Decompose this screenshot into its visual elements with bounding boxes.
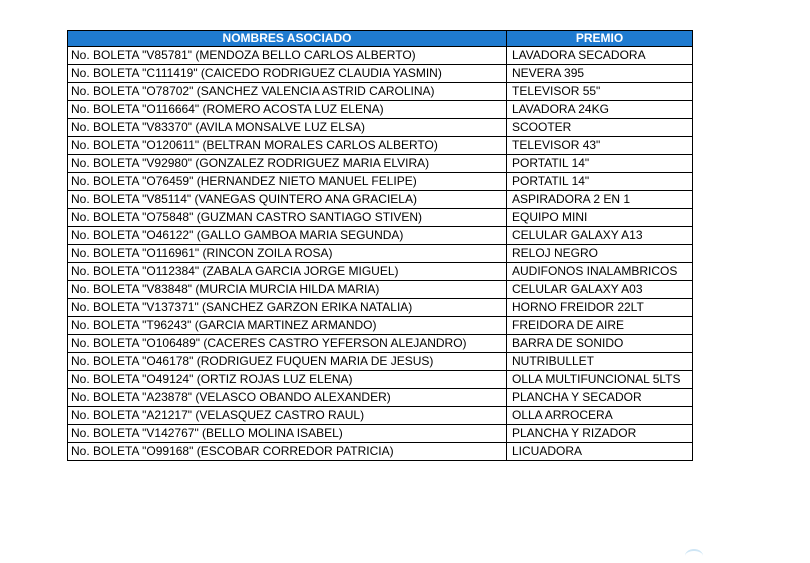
prize-cell: NUTRIBULLET — [507, 353, 693, 371]
table-row — [68, 371, 693, 389]
associate-name-cell: No. BOLETA "V85114" (VANEGAS QUINTERO ANA GRACIELA) — [68, 191, 507, 209]
table-row — [68, 191, 693, 209]
table-row — [68, 443, 693, 461]
table-row — [68, 389, 693, 407]
prize-cell: ASPIRADORA 2 EN 1 — [507, 191, 693, 209]
associate-name-cell: No. BOLETA "O106489" (CACERES CASTRO YEFERSON ALEJANDRO) — [68, 335, 507, 353]
prize-cell: FREIDORA DE AIRE — [507, 317, 693, 335]
associate-name-cell: No. BOLETA "V142767" (BELLO MOLINA ISABEL) — [68, 425, 507, 443]
table-row — [68, 245, 693, 263]
associate-name-cell: No. BOLETA "O116664" (ROMERO ACOSTA LUZ ELENA) — [68, 101, 507, 119]
prize-cell: NEVERA 395 — [507, 65, 693, 83]
prize-cell: LAVADORA SECADORA — [507, 47, 693, 65]
prize-cell: PLANCHA Y RIZADOR — [507, 425, 693, 443]
prize-cell: LICUADORA — [507, 443, 693, 461]
prize-cell: CELULAR GALAXY A13 — [507, 227, 693, 245]
prize-cell: BARRA DE SONIDO — [507, 335, 693, 353]
prize-cell: AUDIFONOS INALAMBRICOS — [507, 263, 693, 281]
associate-name-cell: No. BOLETA "V83848" (MURCIA MURCIA HILDA MARIA) — [68, 281, 507, 299]
associate-name-cell: No. BOLETA "O76459" (HERNANDEZ NIETO MANUEL FELIPE) — [68, 173, 507, 191]
prize-cell: EQUIPO MINI — [507, 209, 693, 227]
prize-cell: TELEVISOR 43" — [507, 137, 693, 155]
table-row — [68, 173, 693, 191]
table-row — [68, 155, 693, 173]
table-row — [68, 353, 693, 371]
associate-name-cell: No. BOLETA "A21217" (VELASQUEZ CASTRO RAUL) — [68, 407, 507, 425]
prize-cell: OLLA ARROCERA — [507, 407, 693, 425]
table-row — [68, 281, 693, 299]
table-row — [68, 137, 693, 155]
associate-name-cell: No. BOLETA "V92980" (GONZALEZ RODRIGUEZ MARIA ELVIRA) — [68, 155, 507, 173]
header-premio: PREMIO — [507, 31, 693, 47]
prize-cell: SCOOTER — [507, 119, 693, 137]
prize-cell: PORTATIL 14" — [507, 155, 693, 173]
associate-name-cell: No. BOLETA "V83370" (AVILA MONSALVE LUZ ELSA) — [68, 119, 507, 137]
associate-name-cell: No. BOLETA "O99168" (ESCOBAR CORREDOR PATRICIA) — [68, 443, 507, 461]
associate-name-cell: No. BOLETA "O46178" (RODRIGUEZ FUQUEN MARIA DE JESUS) — [68, 353, 507, 371]
header-nombres-asociado: NOMBRES ASOCIADO — [68, 31, 507, 47]
associate-name-cell: No. BOLETA "O112384" (ZABALA GARCIA JORGE MIGUEL) — [68, 263, 507, 281]
prize-cell: RELOJ NEGRO — [507, 245, 693, 263]
prize-cell: CELULAR GALAXY A03 — [507, 281, 693, 299]
table-row — [68, 65, 693, 83]
associate-name-cell: No. BOLETA "V85781" (MENDOZA BELLO CARLOS ALBERTO) — [68, 47, 507, 65]
table-body — [68, 47, 693, 461]
table-row — [68, 209, 693, 227]
corner-decoration — [685, 549, 703, 563]
associate-name-cell: No. BOLETA "O116961" (RINCON ZOILA ROSA) — [68, 245, 507, 263]
associate-name-cell: No. BOLETA "O120611" (BELTRAN MORALES CARLOS ALBERTO) — [68, 137, 507, 155]
associate-name-cell: No. BOLETA "O46122" (GALLO GAMBOA MARIA SEGUNDA) — [68, 227, 507, 245]
table-row — [68, 83, 693, 101]
associate-name-cell: No. BOLETA "O75848" (GUZMAN CASTRO SANTIAGO STIVEN) — [68, 209, 507, 227]
associate-name-cell: No. BOLETA "O78702" (SANCHEZ VALENCIA ASTRID CAROLINA) — [68, 83, 507, 101]
table-header-row — [68, 31, 693, 47]
associate-name-cell: No. BOLETA "O49124" (ORTIZ ROJAS LUZ ELENA) — [68, 371, 507, 389]
table-row — [68, 299, 693, 317]
prize-cell: LAVADORA 24KG — [507, 101, 693, 119]
prize-cell: PORTATIL 14" — [507, 173, 693, 191]
prize-cell: PLANCHA Y SECADOR — [507, 389, 693, 407]
prize-cell: HORNO FREIDOR 22LT — [507, 299, 693, 317]
table-row — [68, 101, 693, 119]
table-row — [68, 227, 693, 245]
table-row — [68, 407, 693, 425]
winners-table — [67, 30, 693, 461]
table-row — [68, 317, 693, 335]
table-row — [68, 263, 693, 281]
table-row — [68, 425, 693, 443]
table-row — [68, 335, 693, 353]
prize-cell: OLLA MULTIFUNCIONAL 5LTS — [507, 371, 693, 389]
associate-name-cell: No. BOLETA "C111419" (CAICEDO RODRIGUEZ CLAUDIA YASMIN) — [68, 65, 507, 83]
associate-name-cell: No. BOLETA "V137371" (SANCHEZ GARZON ERIKA NATALIA) — [68, 299, 507, 317]
table-row — [68, 47, 693, 65]
table-row — [68, 119, 693, 137]
associate-name-cell: No. BOLETA "T96243" (GARCIA MARTINEZ ARMANDO) — [68, 317, 507, 335]
associate-name-cell: No. BOLETA "A23878" (VELASCO OBANDO ALEXANDER) — [68, 389, 507, 407]
prize-cell: TELEVISOR 55" — [507, 83, 693, 101]
